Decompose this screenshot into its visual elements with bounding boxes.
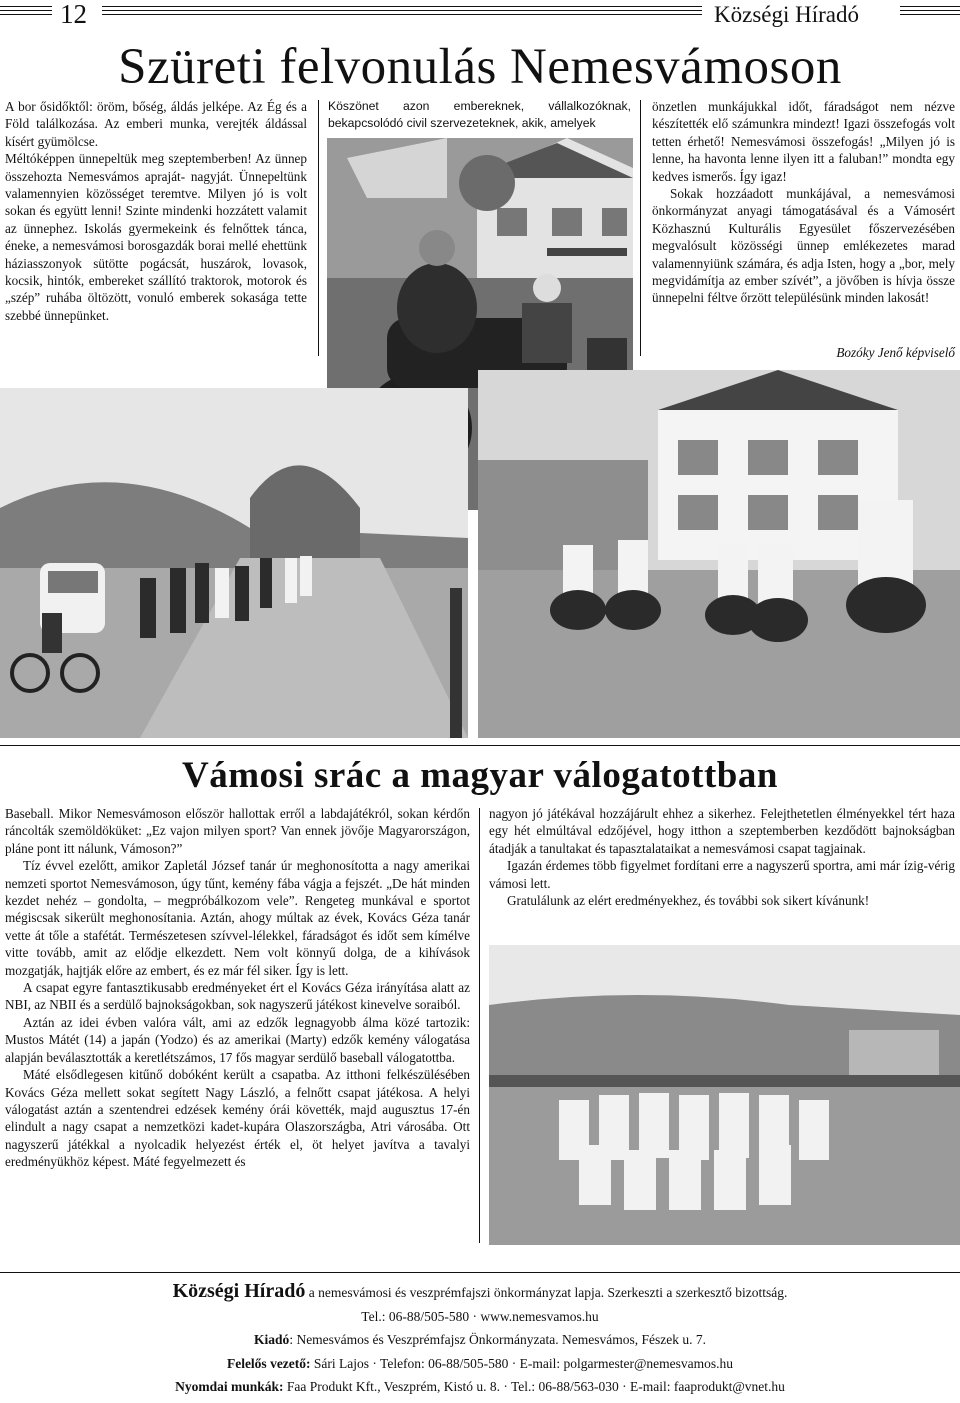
colophon-text: : Nemesvámos és Veszprémfajsz Önkormányzata. Nemesvámos, Fészek u. 7. xyxy=(289,1332,706,1347)
section-rule xyxy=(0,745,960,746)
colophon-brand: Községi Híradó xyxy=(172,1280,306,1302)
publication-name: Községi Híradó xyxy=(714,2,859,27)
folk-dancers-photo xyxy=(478,370,960,738)
paragraph: Igazán érdemes több figyelmet fordítani erre a nagyszerű sportra, ami már ízig-vérig vámosi lett. xyxy=(489,858,955,891)
colophon-text: a nemesvámosi és veszprémfajszi önkormányzat lapja. Szerkeszti a szerkesztő bizottság. xyxy=(305,1285,788,1300)
header-rule xyxy=(102,6,702,18)
paragraph: Sokak hozzáadott munkájával, a nemesvámosi önkormányzat anyagi támogatásával és a Vámosért Közhasznú Kulturális Egyesület főszervezésében megvalósult közösségi ünnep emlékezetes marad valamennyiünk számára, és adja Isten, hogy a „bor, mely megvidámítja az ember szívét”, a jövőben is hívja össze ünnepelni féltve őrzött településünk minden lakosát! xyxy=(652,186,955,306)
colophon-line xyxy=(0,1375,960,1399)
paragraph: Tíz évvel ezelőtt, amikor Zapletál József tanár úr meghonosította a nagy amerikai nemzeti sportot Nemesvámoson, úgy tűnt, kemény fába vágja a fejszét. „De hát minden kezdet nehéz – gondolta, – megpróbálkozom vele”. Rengeteg munkával e sportot mégiscsak sikerült meghonosítania. Aztán, ahogy múltak az évek, Kovács Géza tanár vette át tőle a stafétát. Természetesen szívvel-lélekkel, fáradságot és időt sem kímélve vitte tovább, amit az elődje elkezdett. Nem volt könnyű dolga, de a kihívások mozgatják, hajtják előre az embert, és ez már fél siker. Így is lett. xyxy=(5,858,470,978)
article-column-1 xyxy=(5,805,470,1171)
colophon-text: Faa Produkt Kft., Veszprém, Kistó u. 8. · Tel.: 06-88/563-030 · E-mail: faaprodukt@vnet.hu xyxy=(283,1379,785,1394)
column-divider xyxy=(479,808,480,1243)
paragraph: Baseball. Mikor Nemesvámoson először hallottak erről a labdajátékról, sokan kérdőn ráncolták szemöldöküket: „Ez vajon milyen sport? Van ennek jövője Magyarországon, pláne pont itt nálunk, Vámoson?” xyxy=(5,806,470,856)
colophon-line xyxy=(0,1328,960,1352)
article-column-3 xyxy=(652,98,955,307)
colophon-label: Nyomdai munkák: xyxy=(175,1379,284,1394)
page-number: 12 xyxy=(60,0,87,29)
colophon-line: Tel.: 06-88/505-580 · www.nemesvamos.hu xyxy=(361,1308,599,1324)
author-signature: Bozóky Jenő képviselő xyxy=(836,345,955,360)
article-column-1 xyxy=(5,98,307,324)
colophon-text: Sári Lajos · Telefon: 06-88/505-580 · E-mail: polgarmester@nemesvamos.hu xyxy=(310,1355,734,1371)
paragraph: nagyon jó játékával hozzájárult ehhez a sikerhez. Felejthetetlen élményekkel tért haza egy hét elmúltával edzőjével, hogy itthon a szeptemberben kezdődött bajnokságban átadják a tanultakat és tapasztalataikat a nemesvámosi csapat tagjainak. xyxy=(489,806,955,856)
paragraph: Máté elsődlegesen kitűnő dobóként került a csapatba. Az itthoni felkészülésében Kovács Géza mellett sokat segített Nagy László, a felnőtt csapat játékosa. A helyi válogatást aztán a szentendrei edzések kemény órái követték, majd augusztus 17-én elindult a nagy csapat a nemzetközi kadet-kupára Olaszországba, Atri városába. Ott nagyszerű játékkal a nyolcadik helyezést érték el, öt helyet javítva a tavalyi eredményükhöz képest. Máté fegyelmezett és xyxy=(5,1067,470,1170)
article-column-2: Köszönet azon embereknek, vállalkozóknak, bekapcsolódó civil szervezeteknek, akik, amelyek xyxy=(328,99,631,131)
paragraph: A bor ősidőktől: öröm, bőség, áldás jelképe. Az Ég és a Föld találkozása. Az emberi munka, verejték áldással kísért gyümölcse. xyxy=(5,99,307,149)
colophon-label: Felelős vezető: xyxy=(226,1355,311,1371)
paragraph: Méltóképpen ünnepeltük meg szeptemberben! Az ünnep összehozta Nemesvámos apraját- nagyját. Ünnepeltünk valamennyien közösséget teremtve. Milyen jó is volt sokan és együtt lenni! Szinte mindenki hozzátett valamit az ünnephez. Iskolás gyermekeink és felnőttek tánca, éneke, a nemesvámosi borosgazdák borai mellé ehettünk háziasszonyok sütötte pogácsát, huszárok, lovasok, kocsik, hintók, embereket szállító traktorok, motorok és „szép” ruhába öltözött, vonuló emberek sokasága tette szebbé ünnepünket. xyxy=(5,151,307,323)
article-column-2 xyxy=(489,805,955,909)
procession-street-photo xyxy=(0,388,468,738)
paragraph: Gratulálunk az elért eredményekhez, és további sok sikert kívánunk! xyxy=(507,893,870,909)
header-ornament-left xyxy=(0,6,52,18)
header-ornament-right xyxy=(900,6,960,18)
article-title: Szüreti felvonulás Nemesvámoson xyxy=(118,39,842,95)
colophon-line xyxy=(0,1352,960,1376)
colophon-label: Kiadó xyxy=(254,1332,290,1347)
paragraph: önzetlen munkájukkal időt, fáradságot nem nézve készítették elő számunkra mindezt! Igazi összefogás volt tetten érhető! Nemesvámosi összefogás! „Milyen jó is lenne, ha havonta lenne ilyen itt a faluban!” mondta egy kedves ismerős. Így igaz! xyxy=(652,99,955,184)
colophon-line xyxy=(0,1280,960,1305)
footer-rule xyxy=(0,1272,960,1273)
column-divider xyxy=(640,100,641,356)
paragraph: A csapat egyre fantasztikusabb eredményeket ért el Kovács Géza irányítása alatt az NBI, az NBII és a serdülő bajnokságokban, sok nagyszerű játékost kinevelve soraiból. xyxy=(5,980,470,1013)
article-title: Vámosi srác a magyar válogatottban xyxy=(182,755,778,796)
baseball-team-photo xyxy=(489,945,960,1245)
column-divider xyxy=(318,100,319,356)
paragraph: Aztán az idei évben valóra vált, ami az edzők legnagyobb álma közé tartozik: Mustos Mátét (14) a japán (Yodzo) és az amerikai (Marty) edzők kemény válogatása alapján beválasztották a keretlétszámos, 17 fős magyar serdülő baseball válogatottba. xyxy=(5,1014,470,1065)
colophon xyxy=(0,1280,960,1399)
